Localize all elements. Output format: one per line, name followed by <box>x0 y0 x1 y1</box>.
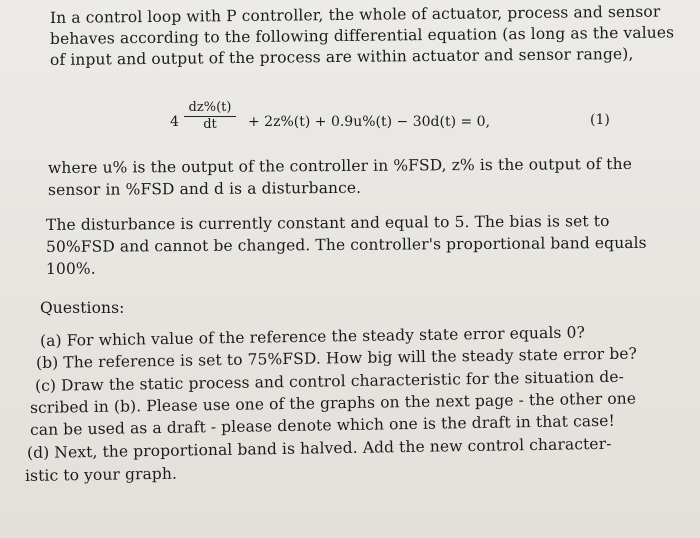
where-line-2: sensor in %FSD and d is a disturbance. <box>47 178 362 199</box>
question-d-line-1: (d) Next, the proportional band is halved. Add the new control character- <box>26 434 612 462</box>
equation-fraction <box>182 100 238 133</box>
intro-line-3: of input and output of the process are within actuator and sensor range), <box>49 44 634 69</box>
equation-denominator: dt <box>203 117 217 132</box>
intro-line-2: behaves according to the following differential equation (as long as the values <box>49 23 675 48</box>
where-line-1: where u% is the output of the controller in %FSD, z% is the output of the <box>47 154 633 177</box>
question-c-line-1: (c) Draw the static process and control characteristic for the situation de- <box>34 367 625 395</box>
question-c-line-2: scribed in (b). Please use one of the graphs on the next page - the other one <box>29 389 637 417</box>
question-c-line-3: can be used as a draft - please denote which one is the draft in that case! <box>29 411 615 439</box>
intro-line-1: In a control loop with P controller, the whole of actuator, process and sensor <box>49 2 661 27</box>
questions-heading: Questions: <box>40 299 125 317</box>
equation-body: + 2z%(t) + 0.9u%(t) − 30d(t) = 0, <box>248 114 491 130</box>
question-a: (a) For which value of the reference the steady state error equals 0? <box>39 323 586 350</box>
equation-number: (1) <box>590 112 610 128</box>
equation-numerator: dz%(t) <box>188 100 232 115</box>
equation-coefficient: 4 <box>170 114 179 130</box>
disturbance-line-1: The disturbance is currently constant and equal to 5. The bias is set to <box>45 212 610 234</box>
question-d-line-2: istic to your graph. <box>24 464 178 485</box>
question-b: (b) The reference is set to 75%FSD. How big will the steady state error be? <box>35 344 638 372</box>
disturbance-line-3: 100%. <box>45 259 96 278</box>
differential-equation <box>170 100 630 150</box>
disturbance-line-2: 50%FSD and cannot be changed. The controller's proportional band equals <box>45 233 647 256</box>
